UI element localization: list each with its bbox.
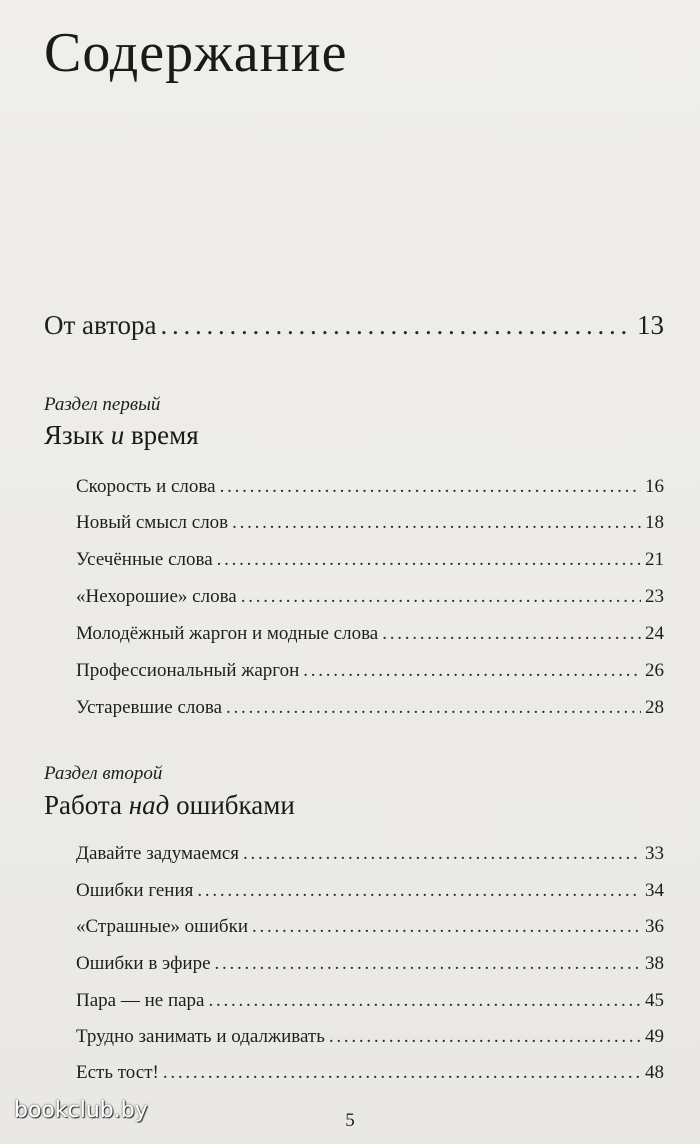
toc-entry-page: 38 — [645, 953, 664, 974]
toc-entry — [76, 697, 664, 719]
toc-entry-label: Давайте задумаемся — [76, 843, 240, 864]
toc-entry — [76, 512, 664, 534]
dot-leader — [329, 1026, 641, 1048]
toc-entry-label: Усечённые слова — [76, 549, 213, 570]
toc-entry-label: Пара — не пара — [76, 990, 205, 1011]
toc-entry-page: 26 — [645, 660, 664, 681]
watermark: bookclub.by — [14, 1098, 148, 1123]
toc-entry-page: 33 — [645, 843, 664, 864]
toc-entry — [76, 843, 664, 865]
toc-entry-label: От автора — [44, 310, 157, 340]
toc-entry-page: 23 — [645, 586, 664, 607]
toc-entry-label: Молодёжный жаргон и модные слова — [76, 623, 379, 644]
toc-entry-page: 28 — [645, 697, 664, 718]
toc-entry-page: 36 — [645, 916, 664, 937]
dot-leader — [252, 916, 641, 938]
toc-entry — [76, 549, 664, 571]
toc-entry — [76, 990, 664, 1012]
dot-leader — [163, 1062, 641, 1084]
toc-entry — [76, 916, 664, 938]
toc-entry-label: Ошибки в эфире — [76, 953, 211, 974]
section-title: Язык и время — [44, 420, 199, 450]
page-number: 5 — [345, 1110, 355, 1131]
toc-entry-page: 13 — [637, 310, 664, 340]
toc-entry-author — [44, 310, 664, 341]
toc-entry-label: Профессиональный жаргон — [76, 660, 300, 681]
dot-leader — [197, 880, 641, 902]
toc-entry-label: «Нехорошие» слова — [76, 586, 237, 607]
section-caption: Раздел второй — [44, 763, 163, 784]
dot-leader — [215, 953, 641, 975]
section-caption: Раздел первый — [44, 394, 161, 415]
toc-entry-label: Устаревшие слова — [76, 697, 223, 718]
toc-entry — [76, 953, 664, 975]
toc-entry-page: 24 — [645, 623, 664, 644]
toc-entry — [76, 586, 664, 608]
page-title: Содержание — [44, 22, 348, 84]
toc-entry — [76, 1062, 664, 1084]
dot-leader — [220, 476, 641, 498]
dot-leader — [303, 660, 641, 682]
dot-leader — [241, 586, 641, 608]
toc-entry — [76, 660, 664, 682]
toc-entry — [76, 476, 664, 498]
toc-entry-label: Новый смысл слов — [76, 512, 229, 533]
toc-entry-page: 16 — [645, 476, 664, 497]
dot-leader — [226, 697, 641, 719]
toc-entry-page: 48 — [645, 1062, 664, 1083]
toc-entry-label: Скорость и слова — [76, 476, 216, 497]
toc-entry — [76, 623, 664, 645]
toc-entry-page: 18 — [645, 512, 664, 533]
toc-entry-page: 49 — [645, 1026, 664, 1047]
toc-entry-page: 45 — [645, 990, 664, 1011]
toc-entry-page: 21 — [645, 549, 664, 570]
toc-entry-label: Есть тост! — [76, 1062, 159, 1083]
dot-leader — [382, 623, 641, 645]
dot-leader — [208, 990, 641, 1012]
toc-entry-label: Ошибки гения — [76, 880, 194, 901]
toc-entry-page: 34 — [645, 880, 664, 901]
section-title: Работа над ошибками — [44, 790, 295, 820]
toc-entry — [76, 880, 664, 902]
dot-leader — [217, 549, 641, 571]
toc-entry-label: Трудно занимать и одалживать — [76, 1026, 325, 1047]
toc-entry — [76, 1026, 664, 1048]
dot-leader — [161, 310, 633, 341]
dot-leader — [243, 843, 641, 865]
toc-entry-label: «Страшные» ошибки — [76, 916, 249, 937]
dot-leader — [232, 512, 641, 534]
